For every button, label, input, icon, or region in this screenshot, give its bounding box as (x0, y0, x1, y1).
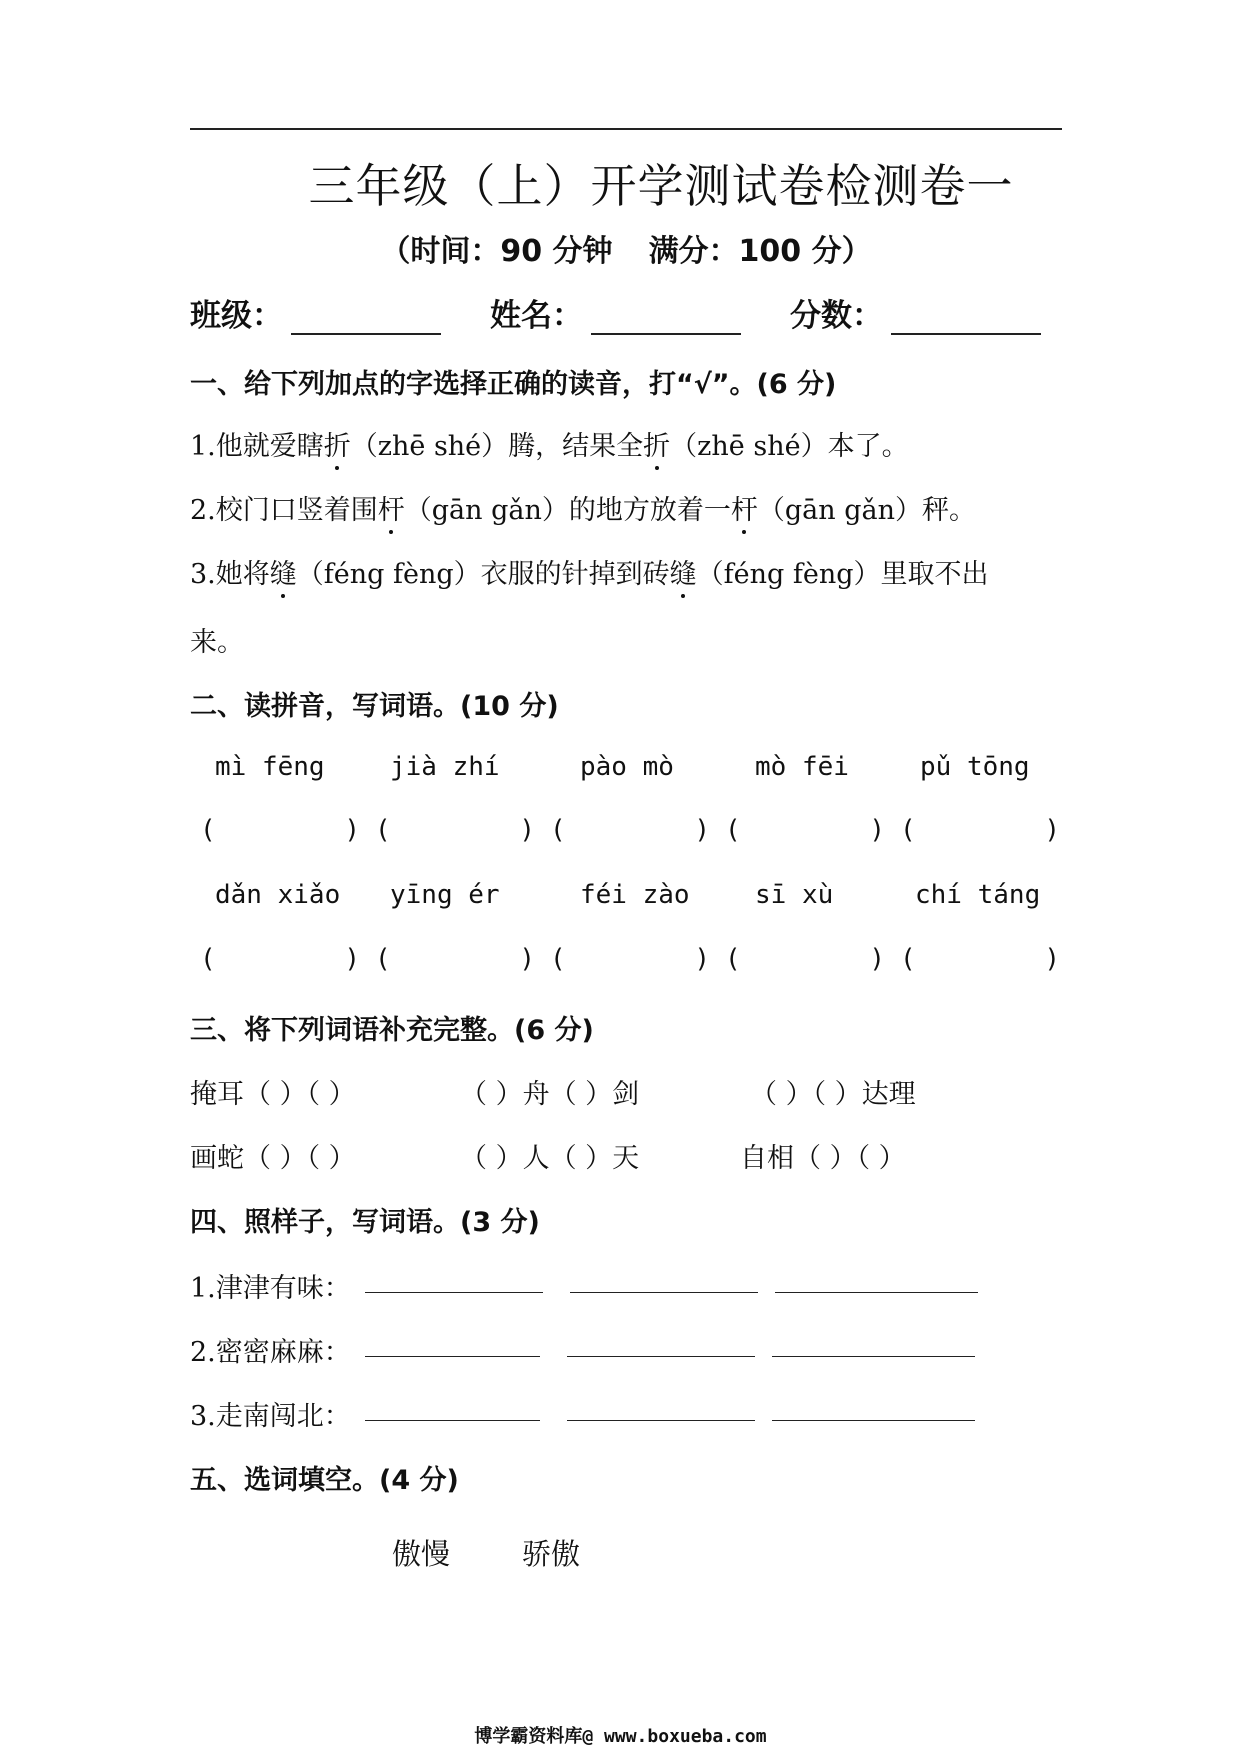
pinyin-item: yīng ér (390, 880, 500, 910)
pinyin-item: jià zhí (390, 752, 500, 782)
name-label: 姓名： (490, 298, 583, 334)
pattern-blank[interactable] (772, 1330, 975, 1357)
section-3-heading: 三、将下列词语补充完整。(6 分) (190, 1015, 594, 1046)
answer-box[interactable]: ( ) (550, 815, 710, 845)
score-label: 分数： (790, 298, 883, 334)
idiom-item[interactable]: （ ）（ ）达理 (750, 1079, 916, 1110)
pattern-blank[interactable] (365, 1394, 540, 1421)
dotted-char: 折 (324, 424, 351, 463)
pinyin-item: mì fēng (215, 752, 325, 782)
score-field[interactable] (790, 290, 1041, 335)
word-choice-1: 傲慢 (392, 1537, 451, 1571)
pinyin-item: chí táng (915, 880, 1041, 910)
answer-box[interactable]: ( ) (900, 815, 1060, 845)
answer-box[interactable]: ( ) (725, 815, 885, 845)
pattern-word: 3.走南闯北： (190, 1401, 351, 1432)
score-blank[interactable] (891, 301, 1041, 335)
pattern-blank[interactable] (567, 1394, 755, 1421)
pinyin-item: dǎn xiǎo (215, 880, 341, 910)
pinyin-choice[interactable]: （zhē shé）本了。 (670, 431, 909, 462)
name-field[interactable] (490, 290, 741, 335)
pattern-blank[interactable] (775, 1266, 978, 1293)
pattern-blank[interactable] (365, 1330, 540, 1357)
pinyin-choice[interactable]: （gān gǎn）的地方放着一 (404, 495, 731, 526)
idiom-item[interactable]: 自相（ ）（ ） (740, 1143, 906, 1174)
pinyin-item: pào mò (580, 752, 674, 782)
dotted-char: 杆 (378, 488, 405, 527)
page-title: 三年级（上）开学测试卷检测卷一 (308, 159, 1014, 213)
idiom-item[interactable]: 掩耳（ ）（ ） (190, 1079, 356, 1110)
pattern-blank[interactable] (772, 1394, 975, 1421)
pinyin-choice[interactable]: （féng fèng）衣服的针掉到砖 (296, 559, 670, 590)
idiom-item[interactable]: （ ）舟（ ）剑 (460, 1079, 640, 1110)
time-limit: （时间：90 分钟 (380, 234, 613, 269)
pinyin-item: mò fēi (755, 752, 849, 782)
pinyin-item: pǔ tōng (920, 752, 1030, 782)
dotted-char: 折 (643, 424, 670, 463)
word-choice-2: 骄傲 (522, 1537, 581, 1571)
pinyin-choice[interactable]: （féng fèng）里取不出 (696, 559, 989, 590)
section-5-heading: 五、选词填空。(4 分) (190, 1465, 459, 1496)
answer-box[interactable]: ( ) (550, 944, 710, 974)
class-blank[interactable] (291, 301, 441, 335)
pinyin-item: sī xù (755, 880, 834, 910)
footer-watermark: 博学霸资料库@ www.boxueba.com (474, 1726, 767, 1747)
answer-box[interactable]: ( ) (375, 815, 535, 845)
s1-question-2: 2.校门口竖着围杆（gān gǎn）的地方放着一杆（gān gǎn）秤。 (190, 488, 976, 527)
name-blank[interactable] (591, 301, 741, 335)
answer-box[interactable]: ( ) (375, 944, 535, 974)
pattern-blank[interactable] (570, 1266, 758, 1293)
pattern-word: 2.密密麻麻： (190, 1337, 351, 1368)
dotted-char: 杆 (731, 488, 758, 527)
section-4-heading: 四、照样子，写词语。(3 分) (190, 1207, 540, 1238)
section-1-heading: 一、给下列加点的字选择正确的读音，打“√”。(6 分) (190, 369, 837, 400)
s1-question-3-continued: 来。 (190, 627, 244, 658)
pattern-blank[interactable] (365, 1266, 543, 1293)
answer-box[interactable]: ( ) (200, 944, 360, 974)
idiom-item[interactable]: 画蛇（ ）（ ） (190, 1143, 356, 1174)
section-2-heading: 二、读拼音，写词语。(10 分) (190, 691, 559, 722)
pattern-blank[interactable] (567, 1330, 755, 1357)
pinyin-choice[interactable]: （gān gǎn）秤。 (757, 495, 977, 526)
answer-box[interactable]: ( ) (900, 944, 1060, 974)
answer-box[interactable]: ( ) (200, 815, 360, 845)
s1-question-1: 1.他就爱瞎折（zhē shé）腾，结果全折（zhē shé）本了。 (190, 424, 909, 463)
answer-box[interactable]: ( ) (725, 944, 885, 974)
student-info-row (190, 290, 1062, 334)
exam-subtitle (190, 226, 1062, 270)
pattern-word: 1.津津有味： (190, 1273, 351, 1304)
class-label: 班级： (190, 298, 283, 334)
class-field[interactable] (190, 290, 441, 335)
dotted-char: 缝 (670, 552, 697, 591)
full-score: 满分：100 分） (648, 234, 872, 269)
dotted-char: 缝 (270, 552, 297, 591)
pinyin-item: féi zào (580, 880, 690, 910)
idiom-item[interactable]: （ ）人（ ）天 (460, 1143, 640, 1174)
top-rule (190, 128, 1062, 130)
pinyin-choice[interactable]: （zhē shé）腾，结果全 (350, 431, 644, 462)
s1-question-3: 3.她将缝（féng fèng）衣服的针掉到砖缝（féng fèng）里取不出 (190, 552, 989, 591)
